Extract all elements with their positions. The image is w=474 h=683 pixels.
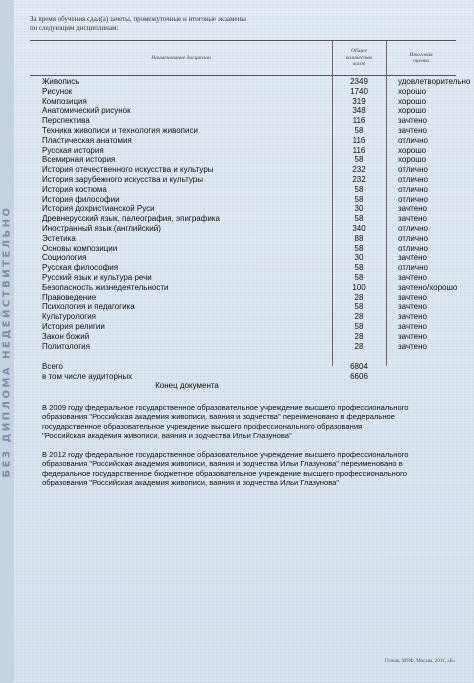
grade-cell: отлично [398,223,428,233]
hours-cell: 28 [354,331,364,341]
table-row [42,293,472,303]
hours-cell: 232 [352,174,366,184]
discipline-name: Русская история [42,145,104,155]
table-row [42,195,472,205]
side-warning [0,0,20,683]
discipline-name: Культурология [42,312,97,322]
table-row [42,155,472,165]
auditory-label: в том числе аудиторных [42,371,133,381]
grade-cell: зачтено [398,292,427,302]
intro-line-2: по следующим дисциплинам: [30,24,119,32]
hours-cell: 58 [354,272,364,282]
hours-cell: 58 [354,184,364,194]
disciplines-table [42,77,472,351]
table-row [42,312,472,322]
grade-cell: зачтено [398,125,427,135]
table-row [42,253,472,263]
discipline-name: Композиция [42,96,87,106]
discipline-name: Русская философия [42,263,119,273]
discipline-name: Безопасность жизнедеятельности [42,282,169,292]
grade-cell: зачтено [398,272,427,282]
intro-line-1: За время обучения сдал(а) зачеты, промежуточные и итоговые экзамены [30,15,246,23]
discipline-name: Закон божий [42,331,90,341]
discipline-name: Психология и педагогика [42,302,135,312]
grade-cell: отлично [398,165,428,175]
discipline-name: Древнерусский язык, палеография, эпиграфика [42,214,220,224]
header-grade [386,41,456,75]
table-row [42,273,472,283]
discipline-name: История костюма [42,184,107,194]
table-row [42,234,472,244]
discipline-name: Рисунок [42,86,73,96]
discipline-name: Социология [42,253,87,263]
table-row [42,136,472,146]
table-row [42,126,472,136]
hours-cell: 28 [354,292,364,302]
total-value: 6804 [350,362,368,371]
table-row [42,283,472,293]
hours-cell: 348 [352,106,366,116]
grade-cell: отлично [398,233,428,243]
grade-cell: отлично [398,184,428,194]
discipline-name: Политология [42,341,90,351]
header-hours-line-3: часов [352,61,366,68]
grade-cell: отлично [398,263,428,273]
grade-cell: хорошо [398,96,427,106]
discipline-name: Техника живописи и технология живописи [42,125,198,135]
grade-cell: хорошо [398,155,427,165]
note-line: образования "Российская академия живописи, ваяния и зодчества Ильи Глазунова" переименовано в [42,459,403,469]
discipline-name: Всемирная история [42,155,116,165]
discipline-name: Правоведение [42,292,97,302]
table-row [42,175,472,185]
discipline-name: Основы композиции [42,243,118,253]
discipline-name: История зарубежного искусства и культуры [42,174,203,184]
rename-note-2012 [42,450,462,488]
hours-cell: 58 [354,321,364,331]
header-hours-line-2: количество [345,54,373,61]
grade-cell: зачтено [398,331,427,341]
grade-cell: отлично [398,174,428,184]
grade-cell: удовлетворительно [398,77,471,86]
hours-cell: 28 [354,341,364,351]
note-line: федеральное государственное бюджетное образовательное учреждение высшего профессионального [42,468,407,478]
hours-cell: 116 [352,116,366,126]
side-warning-text: БЕЗ ДИПЛОМА НЕДЕЙСТВИТЕЛЬНО [1,205,13,478]
discipline-name: История дохристианской Руси [42,204,155,214]
hours-cell: 30 [354,204,364,214]
header-grade-line-2: оценка [413,58,429,64]
rename-note-2009 [42,403,462,441]
hours-cell: 88 [354,233,364,243]
table-row [42,77,472,87]
hours-cell: 58 [354,214,364,224]
total-label: Всего [42,362,63,371]
table-row [42,214,472,224]
table-row [42,332,472,342]
table-row [42,302,472,312]
discipline-name: История религии [42,321,105,331]
header-discipline-label: Наименование дисциплин [151,55,211,61]
hours-cell: 232 [352,165,366,175]
hours-cell: 116 [352,135,366,145]
discipline-name: Перспектива [42,116,90,126]
grade-cell: хорошо [398,145,427,155]
table-row [42,263,472,273]
grade-cell: отлично [398,135,428,145]
hours-cell: 319 [352,96,366,106]
hours-cell: 28 [354,312,364,322]
note-line: образования "Российская академия живописи, ваяния и зодчества" переименовано в федеральное [42,412,395,422]
grade-cell: зачтено [398,116,427,126]
hours-cell: 58 [354,194,364,204]
header-hours [332,41,387,75]
end-of-document: Конец документа [155,381,219,390]
discipline-name: Иностранный язык (английский) [42,223,161,233]
grade-cell: зачтено [398,312,427,322]
note-line: В 2009 году федеральное государственное образовательное учреждение высшего профессионального [42,403,409,412]
note-line: В 2012 году федеральное государственное образовательное учреждение высшего профессионального [42,450,409,459]
discipline-name: Эстетика [42,233,76,243]
grade-cell: зачтено [398,341,427,351]
header-hours-line-1: Общее [351,48,367,55]
grade-cell: зачтено [398,253,427,263]
hours-cell: 58 [354,263,364,273]
discipline-name: Пластическая анатомия [42,135,132,145]
grade-cell: хорошо [398,106,427,116]
hours-cell: 58 [354,125,364,135]
hours-cell: 100 [352,282,366,292]
auditory-row [42,372,386,382]
auditory-value: 6606 [350,371,368,381]
table-row [42,106,472,116]
intro-text [30,15,450,33]
table-row [42,342,472,352]
discipline-name: Русский язык и культура речи [42,272,152,282]
grade-cell: зачтено [398,204,427,214]
table-row [42,97,472,107]
header-grade-line-1: Итоговая [409,51,433,58]
table-row [42,244,472,254]
table-row [42,204,472,214]
note-line: "Российская академия живописи, ваяния и зодчества Ильи Глазунова" [42,431,292,441]
table-row [42,116,472,126]
hours-cell: 58 [354,243,364,253]
table-row [42,224,472,234]
hours-cell: 58 [354,155,364,165]
grade-cell: зачтено [398,214,427,224]
note-line: государственное образовательное учреждение высшего профессионального образования [42,421,363,431]
discipline-name: История философии [42,194,120,204]
grade-cell: хорошо [398,86,427,96]
discipline-name: Живопись [42,77,80,86]
table-header [30,40,456,76]
table-row [42,322,472,332]
header-discipline [30,41,333,75]
hours-cell: 116 [352,145,366,155]
hours-cell: 30 [354,253,364,263]
printer-mark: Гознак, МПФ, Москва, 2011, «Б» [385,659,456,664]
total-row [42,362,386,372]
grade-cell: зачтено [398,321,427,331]
table-row [42,146,472,156]
hours-cell: 2349 [350,77,368,86]
totals-block [42,362,386,381]
discipline-name: Анатомический рисунок [42,106,131,116]
hours-cell: 58 [354,302,364,312]
hours-cell: 340 [352,223,366,233]
table-row [42,87,472,97]
grade-cell: отлично [398,243,428,253]
table-row [42,165,472,175]
table-row [42,185,472,195]
grade-cell: зачтено/хорошо [398,282,458,292]
note-line: образования "Российская академия живописи, ваяния и зодчества Ильи Глазунова" [42,478,340,488]
grade-cell: зачтено [398,302,427,312]
grade-cell: отлично [398,194,428,204]
hours-cell: 1740 [350,86,368,96]
discipline-name: История отечественного искусства и культуры [42,165,214,175]
